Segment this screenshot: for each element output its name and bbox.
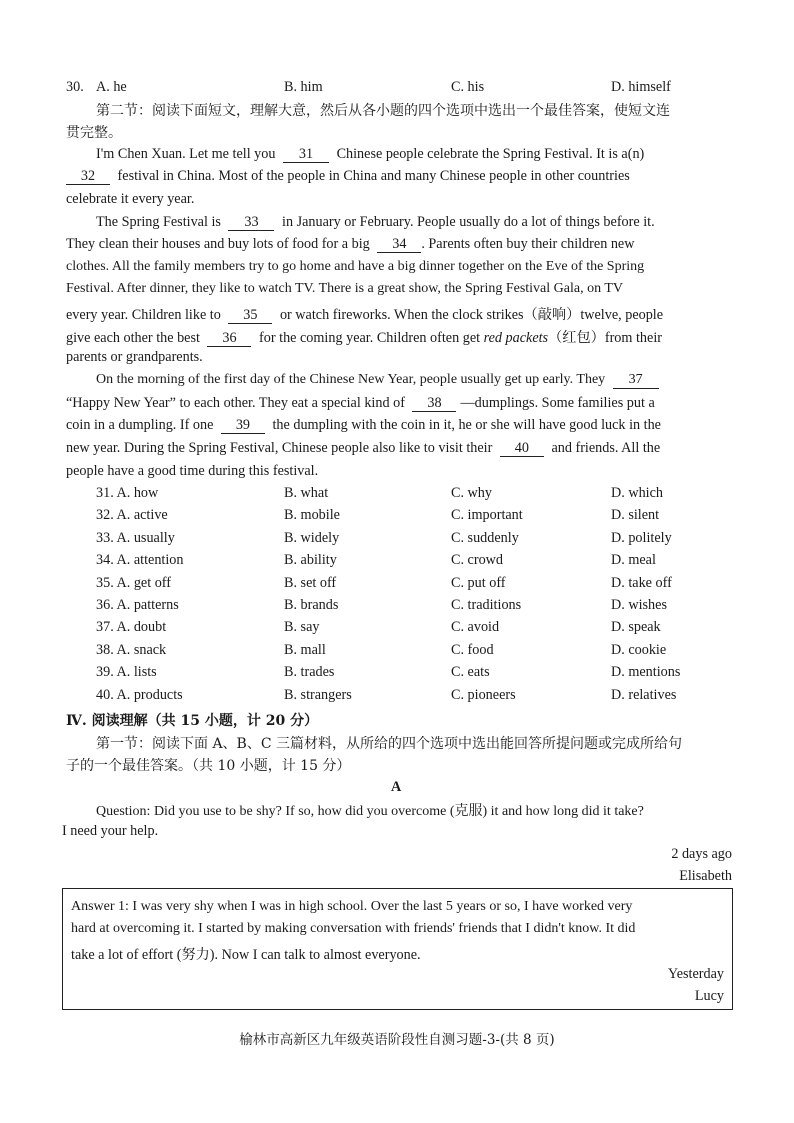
page-footer: 榆林市高新区九年级英语阶段性自测习题-3-(共 8 页) xyxy=(239,1032,555,1048)
passage-p3-line4 xyxy=(66,440,660,457)
option-37-b: B. say xyxy=(284,619,320,636)
question-line1: Question: Did you use to be shy? If so, how did you overcome (克服) it and how long did it take? xyxy=(96,804,644,819)
option-34-a: 34. A. attention xyxy=(96,552,184,569)
option-35-c: C. put off xyxy=(451,574,506,591)
passage-p3-line5: people have a good time during this festival. xyxy=(66,463,319,479)
option-38-a: 38. A. snack xyxy=(96,641,167,658)
option-36-b: B. brands xyxy=(284,597,339,613)
part4-instruction-line2: 子的一个最佳答案。（共 10 小题，计 15 分） xyxy=(66,758,351,774)
option-35-d: D. take off xyxy=(611,574,672,591)
passage-text: . Parents often buy their children new xyxy=(421,236,635,252)
passage-p3-line3 xyxy=(66,417,661,434)
question-time: 2 days ago xyxy=(671,846,732,862)
option-39-a: 39. A. lists xyxy=(96,664,157,681)
option-36-c: C. traditions xyxy=(451,597,522,613)
option-33-c: C. suddenly xyxy=(451,529,519,546)
passage-text: twelve, people xyxy=(580,307,664,323)
option-31-b: B. what xyxy=(284,485,329,501)
passage-p2-line3: clothes. All the family members try to go home and have a big dinner together on the Eve of the Spring xyxy=(66,259,645,274)
passage-p2-line4: Festival. After dinner, they like to watch TV. There is a great show, the Spring Festival Gala, on TV xyxy=(66,281,623,296)
option-34-b: B. ability xyxy=(284,552,337,569)
passage-p2-line6 xyxy=(66,327,662,347)
passage-p2-line1 xyxy=(96,214,655,231)
passage-text: every year. Children like to xyxy=(66,307,221,323)
q30-number: 30. xyxy=(66,79,84,95)
q30-option-a: A. he xyxy=(96,79,127,95)
option-32-d: D. silent xyxy=(611,507,660,524)
q30-option-d: D. himself xyxy=(611,79,671,95)
option-39-c: C. eats xyxy=(451,664,490,681)
option-31-c: C. why xyxy=(451,485,492,501)
option-37-d: D. speak xyxy=(611,619,661,636)
passage-p3-line2 xyxy=(66,395,655,412)
answer1-time: Yesterday xyxy=(667,966,724,982)
passage-text: from their xyxy=(604,330,662,346)
passage-p1-line1 xyxy=(96,146,644,163)
blank-34: 34 xyxy=(377,236,421,253)
section2-instruction-line1: 第二节：阅读下面短文，理解大意，然后从各小题的四个选项中选出一个最佳答案，使短文连 xyxy=(96,103,670,119)
blank-40: 40 xyxy=(500,440,544,457)
passage-text: They clean their houses and buy lots of food for a big xyxy=(66,236,370,252)
blank-36: 36 xyxy=(207,330,251,347)
passage-text: festival in China. Most of the people in China and many Chinese people in other countries xyxy=(117,168,630,184)
passage-p2-line2 xyxy=(66,236,634,253)
option-33-d: D. politely xyxy=(611,529,672,546)
option-37-c: C. avoid xyxy=(451,619,500,636)
answer1-author: Lucy xyxy=(694,988,724,1004)
passage-text: in January or February. People usually do a lot of things before it. xyxy=(282,214,655,230)
option-40-a: 40. A. products xyxy=(96,686,183,703)
answer1-box xyxy=(62,888,733,1010)
option-31-a: 31. A. how xyxy=(96,485,159,501)
passage-text: I'm Chen Xuan. Let me tell you xyxy=(96,146,276,162)
option-39-d: D. mentions xyxy=(611,664,681,681)
passage-text: or watch fireworks. When the clock strikes xyxy=(279,307,524,323)
passage-text: coin in a dumpling. If one xyxy=(66,417,214,433)
option-35-a: 35. A. get off xyxy=(96,574,172,591)
option-38-c: C. food xyxy=(451,641,494,658)
option-38-d: D. cookie xyxy=(611,641,667,658)
q30-option-b: B. him xyxy=(284,79,323,95)
passage-text: the dumpling with the coin in it, he or she will have good luck in the xyxy=(272,417,661,433)
option-33-a: 33. A. usually xyxy=(96,529,175,546)
passage-text: give each other the best xyxy=(66,330,200,346)
blank-38: 38 xyxy=(412,395,456,412)
passage-text: and friends. All the xyxy=(551,440,661,456)
passage-a-label: A xyxy=(391,779,402,795)
q30-option-c: C. his xyxy=(451,79,485,95)
passage-italic: red packets xyxy=(483,330,549,346)
option-36-d: D. wishes xyxy=(611,597,667,613)
option-40-c: C. pioneers xyxy=(451,686,516,703)
passage-p1-line3: celebrate it every year. xyxy=(66,191,195,207)
option-32-b: B. mobile xyxy=(284,507,340,524)
passage-text: —dumplings. Some families put a xyxy=(460,395,655,411)
option-36-a: 36. A. patterns xyxy=(96,597,179,613)
answer1-line2: hard at overcoming it. I started by making conversation with friends' friends that I didn't know. It did xyxy=(71,921,636,936)
option-37-a: 37. A. doubt xyxy=(96,619,167,636)
blank-33: 33 xyxy=(228,214,274,231)
blank-35: 35 xyxy=(228,307,272,324)
section2-instruction-line2: 贯完整。 xyxy=(66,125,122,141)
option-40-d: D. relatives xyxy=(611,686,677,703)
blank-32: 32 xyxy=(66,168,110,185)
passage-p1-line2 xyxy=(66,168,630,185)
option-32-c: C. important xyxy=(451,507,523,524)
option-34-c: C. crowd xyxy=(451,552,504,569)
blank-37: 37 xyxy=(613,372,659,389)
passage-text: for the coming year. Children often get xyxy=(259,330,481,346)
option-38-b: B. mall xyxy=(284,641,326,658)
part4-heading: Ⅳ. 阅读理解（共 15 小题，计 20 分） xyxy=(66,713,319,729)
blank-31: 31 xyxy=(283,146,329,163)
option-40-b: B. strangers xyxy=(284,686,352,703)
part4-instruction-line1: 第一节：阅读下面 A、B、C 三篇材料，从所给的四个选项中选出能回答所提问题或完成所给句 xyxy=(96,736,683,752)
option-32-a: 32. A. active xyxy=(96,507,168,524)
passage-text: On the morning of the first day of the Chinese New Year, people usually get up early. They xyxy=(96,372,606,387)
question-line2: I need your help. xyxy=(62,823,159,839)
passage-text: The Spring Festival is xyxy=(96,214,221,230)
passage-p2-line5 xyxy=(66,304,663,324)
blank-39: 39 xyxy=(221,417,265,434)
option-33-b: B. widely xyxy=(284,529,340,546)
option-39-b: B. trades xyxy=(284,664,335,681)
passage-text: Chinese people celebrate the Spring Festival. It is a(n) xyxy=(336,146,645,162)
passage-p3-line1 xyxy=(96,372,659,389)
passage-text: “Happy New Year” to each other. They eat a special kind of xyxy=(66,395,405,411)
question-author: Elisabeth xyxy=(679,868,732,884)
option-31-d: D. which xyxy=(611,485,664,501)
passage-text: new year. During the Spring Festival, Chinese people also like to visit their xyxy=(66,440,493,456)
passage-annotation: （敲响） xyxy=(523,307,581,323)
answer1-line3: take a lot of effort (努力). Now I can talk to almost everyone. xyxy=(71,947,421,963)
answer1-line1: Answer 1: I was very shy when I was in high school. Over the last 5 years or so, I have worked very xyxy=(71,899,633,914)
passage-p2-line7: parents or grandparents. xyxy=(66,349,203,365)
option-34-d: D. meal xyxy=(611,552,656,569)
passage-annotation: （红包） xyxy=(548,330,605,346)
option-35-b: B. set off xyxy=(284,574,337,591)
